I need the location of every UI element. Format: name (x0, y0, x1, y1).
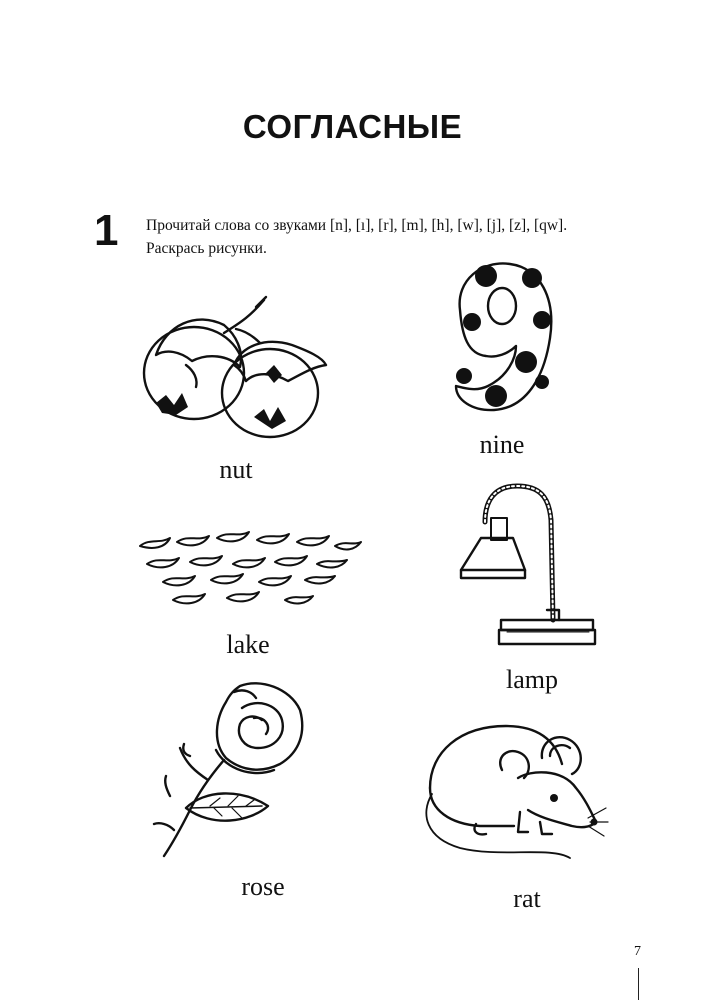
rose-icon (150, 678, 310, 858)
page-number-rule (638, 968, 639, 1000)
exercise-number: 1 (94, 206, 119, 255)
lake-icon (135, 528, 365, 608)
rose-label: rose (241, 872, 285, 901)
nine-label: nine (479, 430, 525, 459)
nine-icon (442, 258, 562, 418)
nut-icon (136, 295, 336, 445)
lamp-label: lamp (506, 665, 558, 694)
lake-label: lake (226, 630, 270, 659)
rat-label: rat (513, 884, 541, 913)
instruction-line-2: Раскрась рисунки. (146, 240, 267, 257)
nut-label: nut (219, 455, 253, 484)
rat-icon (420, 718, 610, 878)
page-title: СОГЛАСНЫЕ (242, 108, 463, 145)
page-number: 7 (634, 944, 641, 959)
lamp-icon (455, 480, 605, 650)
exercise-instruction (146, 214, 567, 260)
instruction-line-1: Прочитай слова со звуками [n], [ı], [r], [m], [h], [w], [j], [z], [qw]. (146, 217, 568, 234)
